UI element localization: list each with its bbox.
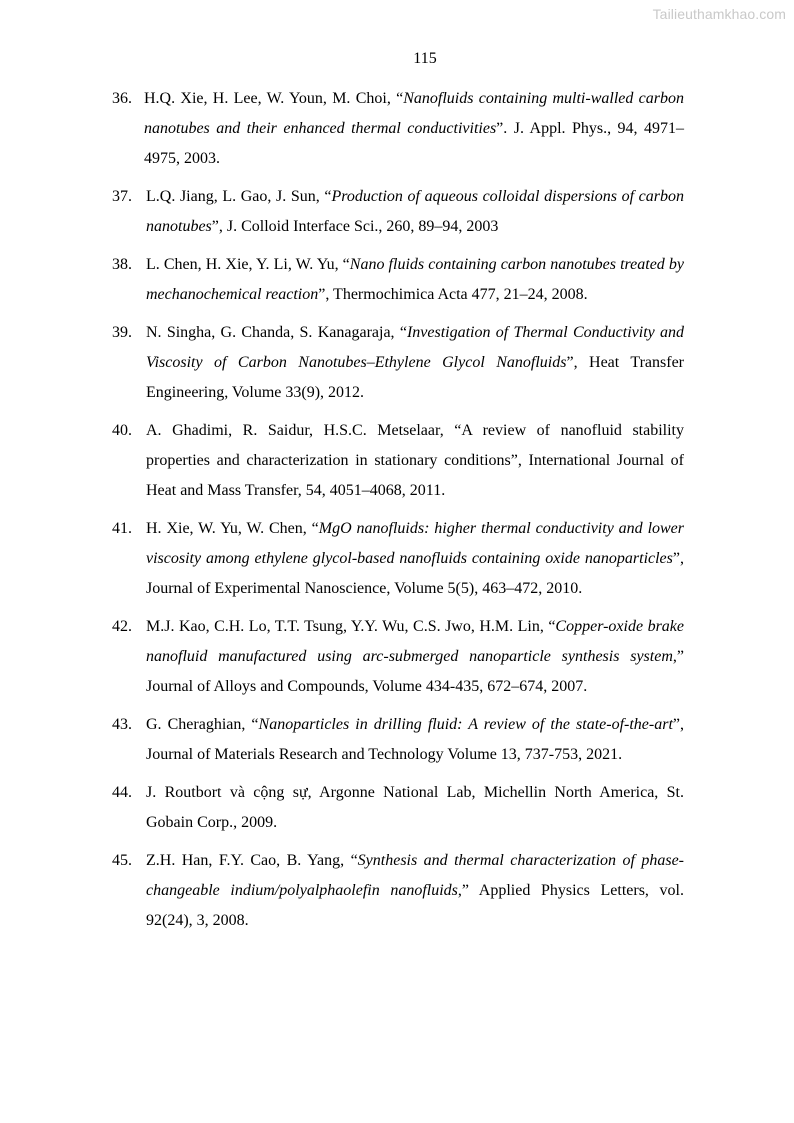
reference-title: Production of aqueous colloidal dispersions of carbon nanotubes (146, 188, 684, 235)
reference-number: 45. (112, 852, 132, 869)
reference-text (146, 716, 684, 763)
reference-item (112, 846, 684, 936)
reference-authors: M.J. Kao, C.H. Lo, T.T. Tsung, Y.Y. Wu, C.S. Jwo, H.M. Lin, “ (146, 618, 556, 635)
reference-authors: G. Cheraghian, “ (146, 716, 259, 733)
reference-source: ”, Journal of Materials Research and Technology Volume 13, 737-753, 2021. (146, 716, 685, 763)
reference-number: 42. (112, 618, 132, 635)
reference-item (112, 84, 684, 174)
reference-text (146, 618, 684, 695)
reference-item (112, 612, 684, 702)
reference-title: Investigation of Thermal Conductivity and Viscosity of Carbon Nanotubes–Ethylene Glycol Nanofluids (146, 324, 685, 371)
reference-source: ”, Journal of Experimental Nanoscience, Volume 5(5), 463–472, 2010. (146, 550, 684, 597)
reference-text (146, 784, 684, 831)
reference-title: Nanoparticles in drilling fluid: A review of the state-of-the-art (258, 716, 673, 733)
reference-title: Copper-oxide brake nanofluid manufactured using arc-submerged nanoparticle synthesis system (146, 618, 684, 665)
page-number: 115 (413, 50, 437, 67)
reference-list (112, 84, 684, 944)
reference-source: ”. J. Appl. Phys., 94, 4971–4975, 2003. (144, 120, 684, 167)
reference-text (146, 324, 684, 401)
reference-text (146, 422, 684, 499)
reference-authors: J. Routbort và cộng sự, Argonne National Lab, Michellin North America, St. Gobain Corp., 2009. (146, 784, 684, 831)
reference-item (112, 778, 684, 838)
reference-title: Nanofluids containing multi-walled carbon nanotubes and their enhanced thermal conductivities (144, 90, 684, 137)
reference-text (146, 188, 684, 235)
reference-source: ”, Thermochimica Acta 477, 21–24, 2008. (318, 286, 588, 303)
reference-number: 39. (112, 324, 132, 341)
reference-authors: L.Q. Jiang, L. Gao, J. Sun, “ (146, 188, 332, 205)
reference-authors: L. Chen, H. Xie, Y. Li, W. Yu, “ (146, 256, 350, 273)
reference-number: 41. (112, 520, 132, 537)
reference-text (146, 256, 684, 303)
reference-item (112, 182, 684, 242)
reference-title: Synthesis and thermal characterization of phase-changeable indium/polyalphaolefin nanofluids (146, 852, 684, 899)
reference-item (112, 710, 684, 770)
reference-number: 40. (112, 422, 132, 439)
reference-authors: N. Singha, G. Chanda, S. Kanagaraja, “ (146, 324, 407, 341)
reference-authors: H. Xie, W. Yu, W. Chen, “ (146, 520, 319, 537)
reference-number: 43. (112, 716, 132, 733)
reference-source: ”, J. Colloid Interface Sci., 260, 89–94, 2003 (211, 218, 499, 235)
reference-text (144, 90, 684, 167)
reference-number: 36. (112, 90, 132, 107)
reference-text (146, 852, 684, 929)
watermark: Tailieuthamkhao.com (652, 6, 786, 22)
reference-item (112, 416, 684, 506)
reference-number: 38. (112, 256, 132, 273)
reference-item (112, 250, 684, 310)
reference-item (112, 514, 684, 604)
reference-text (146, 520, 684, 597)
reference-source: ,” Applied Physics Letters, vol. 92(24), 3, 2008. (146, 882, 685, 929)
reference-number: 44. (112, 784, 132, 801)
reference-item (112, 318, 684, 408)
reference-authors: Z.H. Han, F.Y. Cao, B. Yang, “ (146, 852, 358, 869)
reference-source: ”, Heat Transfer Engineering, Volume 33(9), 2012. (146, 354, 685, 401)
reference-title: MgO nanofluids: higher thermal conductivity and lower viscosity among ethylene glycol-based nanofluids containing oxide nanoparticles (146, 520, 685, 567)
reference-source: ,” Journal of Alloys and Compounds, Volume 434-435, 672–674, 2007. (146, 648, 684, 695)
reference-authors: H.Q. Xie, H. Lee, W. Youn, M. Choi, “ (144, 90, 404, 107)
reference-authors: A. Ghadimi, R. Saidur, H.S.C. Metselaar, “A review of nanofluid stability properties and characterization in stationary conditions”, International Journal of Heat and Mass Transfer, 54, 4051–4068, 2011. (146, 422, 684, 499)
reference-title: Nano fluids containing carbon nanotubes treated by mechanochemical reaction (146, 256, 684, 303)
reference-number: 37. (112, 188, 132, 205)
